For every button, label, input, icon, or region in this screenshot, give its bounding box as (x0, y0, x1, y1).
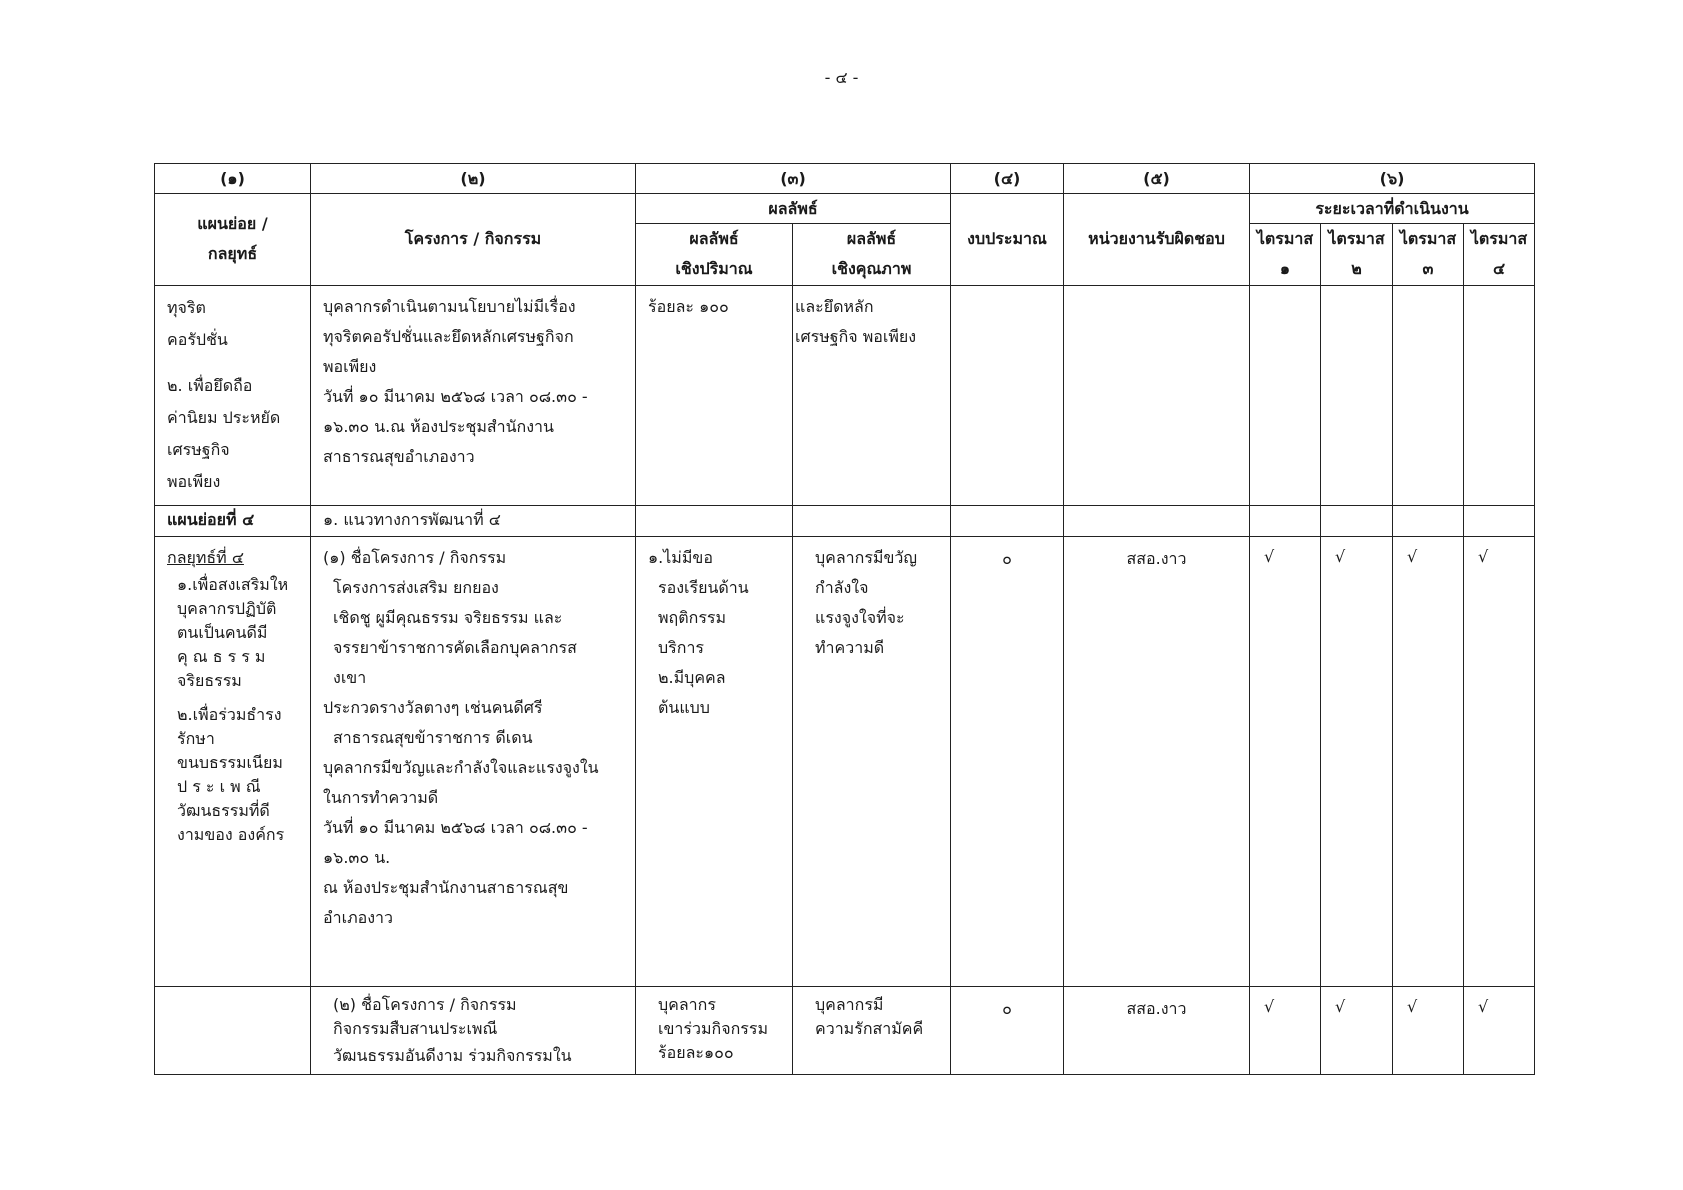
text-line: กำลังใจ (815, 577, 869, 597)
col-number-3: (๓) (636, 164, 951, 194)
text-line: เศรษฐกิจ (167, 439, 230, 459)
header-outcome: ผลลัพธ์ (636, 194, 951, 224)
row2-empty (951, 506, 1064, 536)
row3-responsible: สสอ.งาว (1064, 536, 1250, 986)
text-line: ๒. เพื่อยึดถือ (167, 375, 253, 395)
text-line: วันที่ ๑๐ มีนาคม ๒๕๖๘ เวลา ๐๘.๓๐ - (323, 386, 588, 406)
row4-q2-check: √ (1321, 986, 1393, 1074)
col-number-5: (๕) (1064, 164, 1250, 194)
text-line: โครงการส่งเสริม ยกยอง (333, 577, 499, 597)
text-line: งามของ องค์กร (177, 824, 285, 844)
table-row (155, 536, 1535, 986)
text-line: เชิดชู ผูมีคุณธรรม จริยธรรม และ (333, 607, 563, 627)
row1-q1 (1250, 285, 1321, 506)
row3-budget: ๐ (951, 536, 1064, 986)
text-line: จริยธรรม (177, 670, 242, 690)
text-line: ๑๖.๓๐ น.ณ ห้องประชุมสำนักงาน (323, 416, 554, 436)
quarter-number: ๓ (1422, 259, 1434, 279)
row2-plan: แผนย่อยที่ ๔ (155, 506, 311, 536)
header-quarter-2 (1321, 224, 1393, 285)
row1-budget (951, 285, 1064, 506)
header-number-row (155, 164, 1535, 194)
row4-q4-check: √ (1464, 986, 1535, 1074)
text-line: จรรยาข้าราชการคัดเลือกบุคลากรส (333, 637, 577, 657)
text-line: บริการ (658, 637, 705, 657)
quarter-number: ๑ (1279, 259, 1291, 279)
header-period: ระยะเวลาที่ดำเนินงาน (1250, 194, 1535, 224)
header-plan-strategy (155, 194, 311, 285)
col-number-4: (๔) (951, 164, 1064, 194)
row3-quantitative (636, 536, 793, 986)
row3-q1-check: √ (1250, 536, 1321, 986)
text-line: รองเรียนด้าน (658, 577, 749, 597)
quarter-label: ไตรมาส (1256, 229, 1314, 249)
row1-q3 (1393, 285, 1464, 506)
row1-project (311, 285, 636, 506)
row4-budget: ๐ (951, 986, 1064, 1074)
text-line: พฤติกรรม (658, 607, 727, 627)
header-strategy: กลยุทธ์ (207, 244, 258, 264)
text-line: ความรักสามัคคี (815, 1018, 924, 1038)
row4-q1-check: √ (1250, 986, 1321, 1074)
row1-q2 (1321, 285, 1393, 506)
row2-empty (1393, 506, 1464, 536)
text-line: แรงจูงใจที่จะ (815, 607, 905, 627)
text-line: สาธารณสุขอำเภองาว (323, 446, 475, 466)
row4-qualitative (793, 986, 951, 1074)
header-quarter-3 (1393, 224, 1464, 285)
text-line: คอรัปชั่น (167, 329, 228, 349)
row2-empty (636, 506, 793, 536)
row2-empty (793, 506, 951, 536)
text-line: วัฒนธรรมอันดีงาม ร่วมกิจกรรมใน (333, 1045, 572, 1065)
text-line: ๒.เพื่อร่วมธำรง (177, 704, 282, 724)
header-qualitative-line-1: ผลลัพธ์ (846, 229, 897, 249)
row4-project (311, 986, 636, 1074)
page-number: - ๔ - (824, 68, 859, 87)
row3-q4-check: √ (1464, 536, 1535, 986)
text-line: กิจกรรมสืบสานประเพณี (333, 1018, 498, 1038)
text-line: และยึดหลัก (795, 296, 874, 316)
text-line: บุคลากรมีขวัญ (815, 547, 918, 567)
text-line: อำเภองาว (323, 907, 393, 927)
strategy-title: กลยุทธ์ที่ ๔ (167, 547, 244, 567)
text-line: วันที่ ๑๐ มีนาคม ๒๕๖๘ เวลา ๐๘.๓๐ - (323, 817, 588, 837)
row1-responsible (1064, 285, 1250, 506)
header-responsible: หน่วยงานรับผิดชอบ (1064, 194, 1250, 285)
text-line: เขาร่วมกิจกรรม (658, 1018, 768, 1038)
text-line: บุคลากรปฏิบัติ (177, 598, 277, 618)
text-line: ค่านิยม ประหยัด (167, 407, 281, 427)
text-line: ต้นแบบ (658, 697, 710, 717)
text-line: ๑.เพื่อสงเสริมให (177, 574, 289, 594)
row2-empty (1321, 506, 1393, 536)
row1-quantitative (636, 285, 793, 506)
header-project: โครงการ / กิจกรรม (311, 194, 636, 285)
action-plan-table (154, 163, 1535, 1075)
row2-empty (1064, 506, 1250, 536)
text-line: บุคลากร (658, 994, 716, 1014)
text-line: ทุจริต (167, 297, 206, 317)
col-number-6: (๖) (1250, 164, 1535, 194)
text-line: พอเพียง (323, 356, 377, 376)
text-line: สาธารณสุขข้าราชการ ดีเดน (333, 727, 533, 747)
quarter-label: ไตรมาส (1470, 229, 1528, 249)
text-line: ณ ห้องประชุมสำนักงานสาธารณสุข (323, 877, 569, 897)
text-line: ร้อยละ๑๐๐ (658, 1042, 734, 1062)
row2-empty (1464, 506, 1535, 536)
row4-q3-check: √ (1393, 986, 1464, 1074)
header-quantitative (636, 224, 793, 285)
row3-qualitative (793, 536, 951, 986)
header-quarter-4 (1464, 224, 1535, 285)
col-number-1: (๑) (155, 164, 311, 194)
header-quantitative-line-1: ผลลัพธ์ (689, 229, 739, 249)
text-line: ในการทำความดี (323, 787, 439, 807)
text-line: บุคลากรมี (815, 994, 884, 1014)
text-line: ขนบธรรมเนียม (177, 752, 283, 772)
text-line: ๑๖.๓๐ น. (323, 847, 391, 867)
text-line: คุ ณ ธ ร ร ม (177, 646, 266, 666)
row3-plan (155, 536, 311, 986)
project-title: (๑) ชื่อโครงการ / กิจกรรม (323, 547, 507, 567)
header-qualitative-line-2: เชิงคุณภาพ (831, 259, 912, 279)
row1-q4 (1464, 285, 1535, 506)
text-line: ๒.มีบุคคล (658, 667, 726, 687)
header-qualitative (793, 224, 951, 285)
row4-plan (155, 986, 311, 1074)
text-line: ทำความดี (815, 637, 885, 657)
col-number-2: (๒) (311, 164, 636, 194)
row3-q2-check: √ (1321, 536, 1393, 986)
text-line: ป ร ะ เ พ ณี (177, 776, 261, 796)
row1-plan (155, 285, 311, 506)
quarter-number: ๒ (1351, 259, 1362, 279)
row4-quantitative (636, 986, 793, 1074)
row1-qualitative (793, 285, 951, 506)
text-line: วัฒนธรรมที่ดี (177, 800, 270, 820)
header-label-row (155, 194, 1535, 224)
row2-guideline: ๑. แนวทางการพัฒนาที่ ๔ (311, 506, 636, 536)
quarter-label: ไตรมาส (1328, 229, 1385, 249)
table-row (155, 285, 1535, 506)
row2-empty (1250, 506, 1321, 536)
quarter-number: ๔ (1492, 259, 1506, 279)
header-plan: แผนย่อย / (197, 214, 268, 234)
table-row (155, 986, 1535, 1074)
row4-responsible: สสอ.งาว (1064, 986, 1250, 1074)
text-line: เศรษฐกิจ พอเพียง (795, 326, 917, 346)
text-line: ร้อยละ ๑๐๐ (648, 296, 729, 316)
text-line: พอเพียง (167, 471, 221, 491)
text-line: ทุจริตคอรัปชั่นและยึดหลักเศรษฐกิจก (323, 326, 574, 346)
row3-project (311, 536, 636, 986)
text-line: ๑.ไม่มีขอ (648, 547, 713, 567)
text-line: งเขา (333, 667, 367, 687)
table-row (155, 506, 1535, 536)
header-budget: งบประมาณ (951, 194, 1064, 285)
quarter-label: ไตรมาส (1399, 229, 1457, 249)
row3-q3-check: √ (1393, 536, 1464, 986)
text-line: บุคลากรมีขวัญและกำลังใจและแรงจูงใน (323, 757, 599, 777)
text-line: ตนเป็นคนดีมี (177, 622, 268, 642)
project-title: (๒) ชื่อโครงการ / กิจกรรม (333, 994, 517, 1014)
text-line: รักษา (177, 728, 215, 748)
text-line: ประกวดรางวัลตางๆ เช่นคนดีศรี (323, 697, 543, 717)
header-quantitative-line-2: เชิงปริมาณ (675, 259, 753, 279)
text-line: บุคลากรดำเนินตามนโยบายไม่มีเรื่อง (323, 296, 576, 316)
header-quarter-1 (1250, 224, 1321, 285)
